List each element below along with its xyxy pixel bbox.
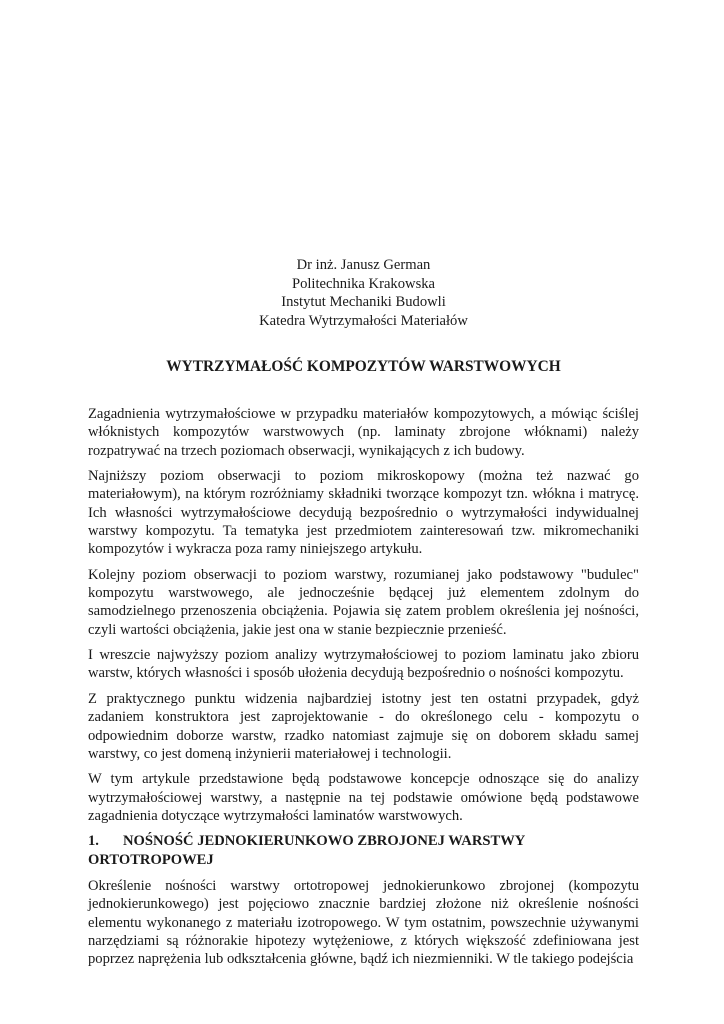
author-institute: Instytut Mechaniki Budowli [281, 294, 446, 311]
paragraph-practical-view: Z praktycznego punktu widzenia najbardziej istotny jest ten ostatni przypadek, gdyż zadaniem konstruktora jest zaprojektowanie - do określonego celu - kompozytu o odpowiednim doborze warstw, rzadko natomiast zajmuje się on doborem składu samej warstwy, co jest domeną inżynierii materiałowej i technologii. [88, 690, 639, 762]
author-university: Politechnika Krakowska [291, 275, 436, 292]
author-department: Katedra Wytrzymałości Materiałów [259, 312, 468, 329]
paragraph-layer-level: Kolejny poziom obserwacji to poziom warstwy, rozumianej jako podstawowy "budulec" kompozytu warstwowego, ale jednocześnie będącej już elementem zdolnym do samodzielnego przenoszenia obciążenia. Pojawia się zatem problem określenia jej nośności, czyli wartości obciążenia, jakie jest ona w stanie bezpiecznie przenieść. [88, 566, 639, 638]
paragraph-laminate-level: I wreszcie najwyższy poziom analizy wytrzymałościowej to poziom laminatu jako zbioru warstw, których własności i sposób ułożenia decydują bezpośrednio o nośności kompozytu. [88, 647, 639, 682]
section-title: NOŚNOŚĆ JEDNOKIERUNKOWO ZBROJONEJ WARSTWY ORTOTROPOWEJ [88, 833, 525, 868]
paragraph-article-scope: W tym artykule przedstawione będą podstawowe koncepcje odnoszące się do analizy wytrzymałościowej warstwy, a następnie na tej podstawie omówione będą podstawowe zagadnienia dotyczące wytrzymałości laminatów warstwowych. [88, 771, 639, 824]
author-name: Dr inż. Janusz German [296, 257, 431, 273]
section-number: 1. [88, 833, 99, 850]
document-body [88, 405, 639, 976]
paragraph-micro-level: Najniższy poziom obserwacji to poziom mikroskopowy (można też nazwać go materiałowym), na którym rozróżniamy składniki tworzące kompozyt tzn. włókna i matrycę. Ich własności wytrzymałościowe decydują bezpośrednio o wytrzymałości indywidualnej warstwy kompozytu. Ta tematyka jest przedmiotem zainteresowań tzw. mikromechaniki kompozytów i wykracza poza ramy niniejszego artykułu. [88, 468, 639, 558]
author-block [88, 256, 639, 330]
section-paragraph: Określenie nośności warstwy ortotropowej jednokierunkowo zbrojonej (kompozytu jednokierunkowego) jest pojęciowo znacznie bardziej złożone niż określenie nośności elementu wykonanego z materiału izotropowego. W tym ostatnim, powszechnie używanymi narzędziami są różnorakie hipotezy wytężeniowe, z których większość zdefiniowana jest poprzez naprężenia lub odkształcenia główne, bądź ich niezmienniki. W tle takiego podejścia [88, 877, 639, 968]
section-heading [88, 832, 639, 869]
paragraph-intro: Zagadnienia wytrzymałościowe w przypadku materiałów kompozytowych, a mówiąc ściślej włóknistych kompozytów warstwowych (np. laminaty zbrojone włóknami) należy rozpatrywać na trzech poziomach obserwacji, wynikających z ich budowy. [88, 406, 639, 459]
document-title: WYTRZYMAŁOŚĆ KOMPOZYTÓW WARSTWOWYCH [166, 358, 561, 375]
